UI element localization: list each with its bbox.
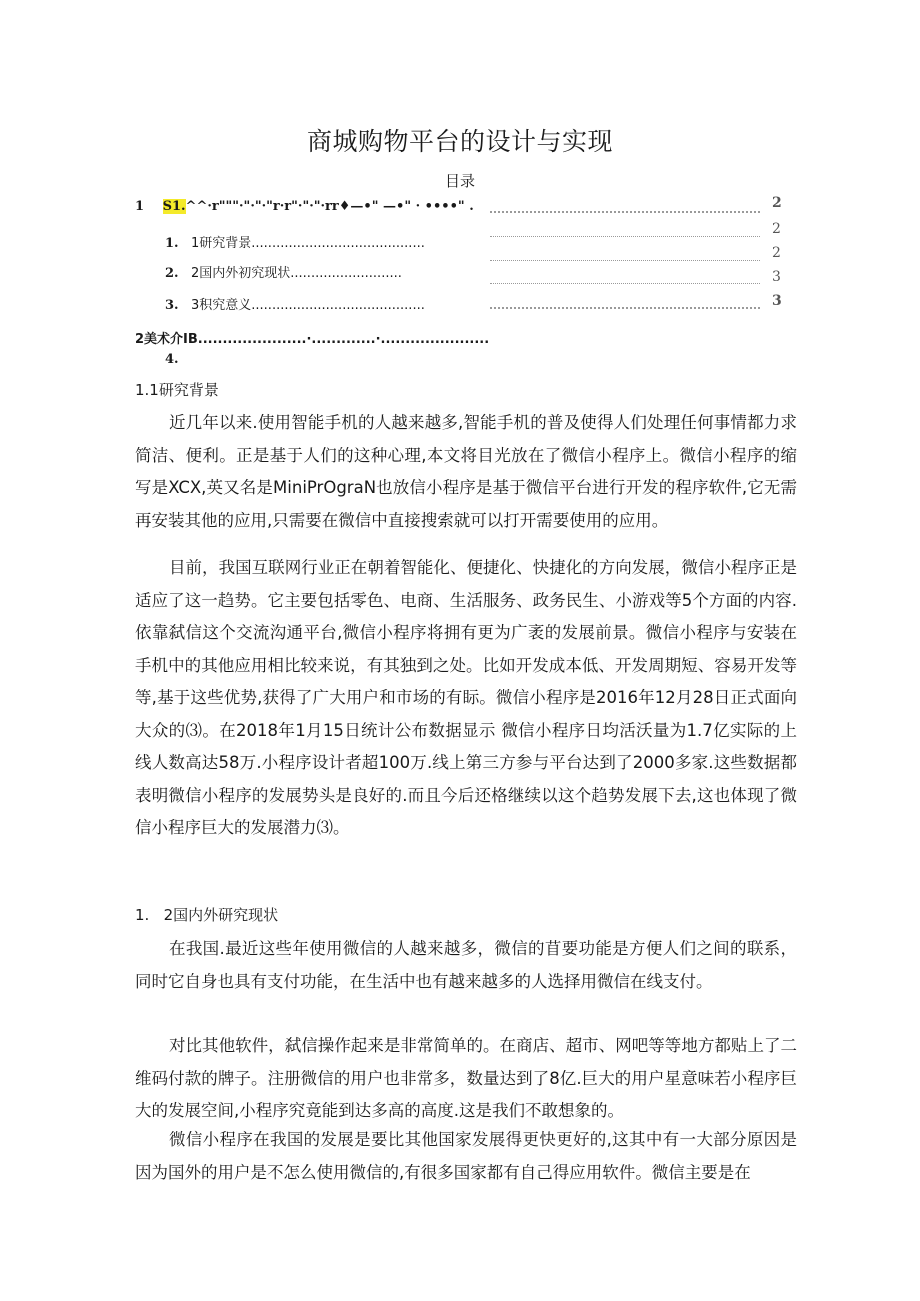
toc-page-number: 3: [772, 293, 782, 309]
toc-item-num: 1.: [165, 236, 179, 251]
toc-heading: 目录: [444, 172, 475, 190]
toc-chapter-1-label-highlight: S1.: [162, 199, 186, 214]
toc-item[interactable]: [165, 232, 425, 251]
section-heading: 1.1研究背景: [135, 381, 219, 399]
toc-leader: [490, 307, 760, 309]
toc-item-leader: ...........................: [290, 266, 402, 281]
toc-chapter-2-leader: ......................·.............·......................: [197, 332, 490, 347]
toc-leader: [490, 260, 760, 261]
toc-item-label: 2国内外初究现状: [191, 266, 291, 281]
toc-leader: [490, 236, 760, 237]
toc-page-number: 2: [772, 245, 781, 261]
toc-item-leader: ..........................................: [251, 298, 425, 313]
paragraph: 近几年以来.使用智能手机的人越来越多,智能手机的普及使得人们处理任何事情都力求简洁、便利。正是基于人们的这种心理,本文将目光放在了微信小程序上。微信小程序的缩写是XCX,英又名是MiniPrOgraN也放信小程序是基于微信平台进行开发的程序软件,它无需再安装其他的应用,只需要在微信中直接搜索就可以打开需要使用的应用。: [135, 413, 797, 530]
toc-page-number: 2: [772, 195, 782, 211]
toc-item-label: 3积究意义: [191, 298, 252, 313]
toc-leader: [490, 283, 760, 284]
toc-item-leader: ..........................................: [251, 236, 425, 251]
toc-chapter-1-label: ^^·r"""·"·"·"r·r"·"·"·rr♦—•" —•" · ••••" .: [185, 199, 474, 214]
paragraph: 微信小程序在我国的发展是要比其他国家发展得更快更好的,这其中有一大部分原因是因为国外的用户是不怎么使用微信的,有很多国家都有自己得应用软件。微信主要是在: [135, 1130, 797, 1182]
toc-item-num: 4.: [165, 352, 179, 367]
paragraph: 对比其他软件，弑信操作起来是非常简单的。在商店、超市、网吧等等地方都贴上了二维码付款的牌子。注册微信的用户也非常多，数量达到了8亿.巨大的用户星意味若小程序巨大的发展空间,小程序究竟能到达多高的高度.这是我们不敢想象的。: [135, 1036, 797, 1120]
toc-item[interactable]: [165, 294, 425, 313]
toc-item-label: 1研究背景: [191, 236, 252, 251]
toc-item-4[interactable]: [165, 352, 179, 367]
paragraph: 在我国.最近这些年使用微信的人越来越多，微信的苜要功能是方便人们之间的联系，同时它自身也具有支付功能，在生活中也有越来越多的人选择用微信在线支付。: [135, 939, 797, 991]
toc-item[interactable]: [165, 262, 402, 281]
toc-chapter-1[interactable]: [135, 199, 474, 214]
toc-page-number: 3: [772, 269, 781, 285]
document-title: 商城购物平台的设计与实现: [306, 127, 613, 156]
toc-leader: [490, 211, 760, 213]
toc-chapter-1-num: 1: [135, 199, 145, 214]
toc-item-num: 2.: [165, 266, 179, 281]
toc-page-number: 2: [772, 221, 781, 237]
toc-item-num: 3.: [165, 298, 179, 313]
toc-chapter-2-label: 2美术介IB: [135, 332, 198, 347]
paragraph: 目前，我国互联网行业正在朝着智能化、便捷化、快捷化的方向发展，微信小程序正是适应了这一趋势。它主要包括零色、电商、生活服务、政务民生、小游戏等5个方面的内容.依靠弑信这个交流沟通平台,微信小程序将拥有更为广袤的发展前景。微信小程序与安装在手机中的其他应用相比较来说，有其独到之处。比如开发成本低、开发周期短、容易开发等等,基于这些优势,获得了广大用户和市场的有眎。微信小程序是2016年12月28日正式面向大众的⑶。在2018年1月15日统计公布数据显示 微信小程序日均活沃量为1.7亿实际的上线人数高达58万.小程序设计者超100万.线上第三方参与平台达到了2000多家.这些数据都表明微信小程序的发展势头是良好的.而且今后还格继续以这个趋势发展下去,这也体现了微信小程序巨大的发展潜力⑶。: [135, 558, 797, 837]
section-heading: 1. 2国内外研究现状: [135, 906, 279, 924]
toc-chapter-2[interactable]: [135, 328, 489, 347]
